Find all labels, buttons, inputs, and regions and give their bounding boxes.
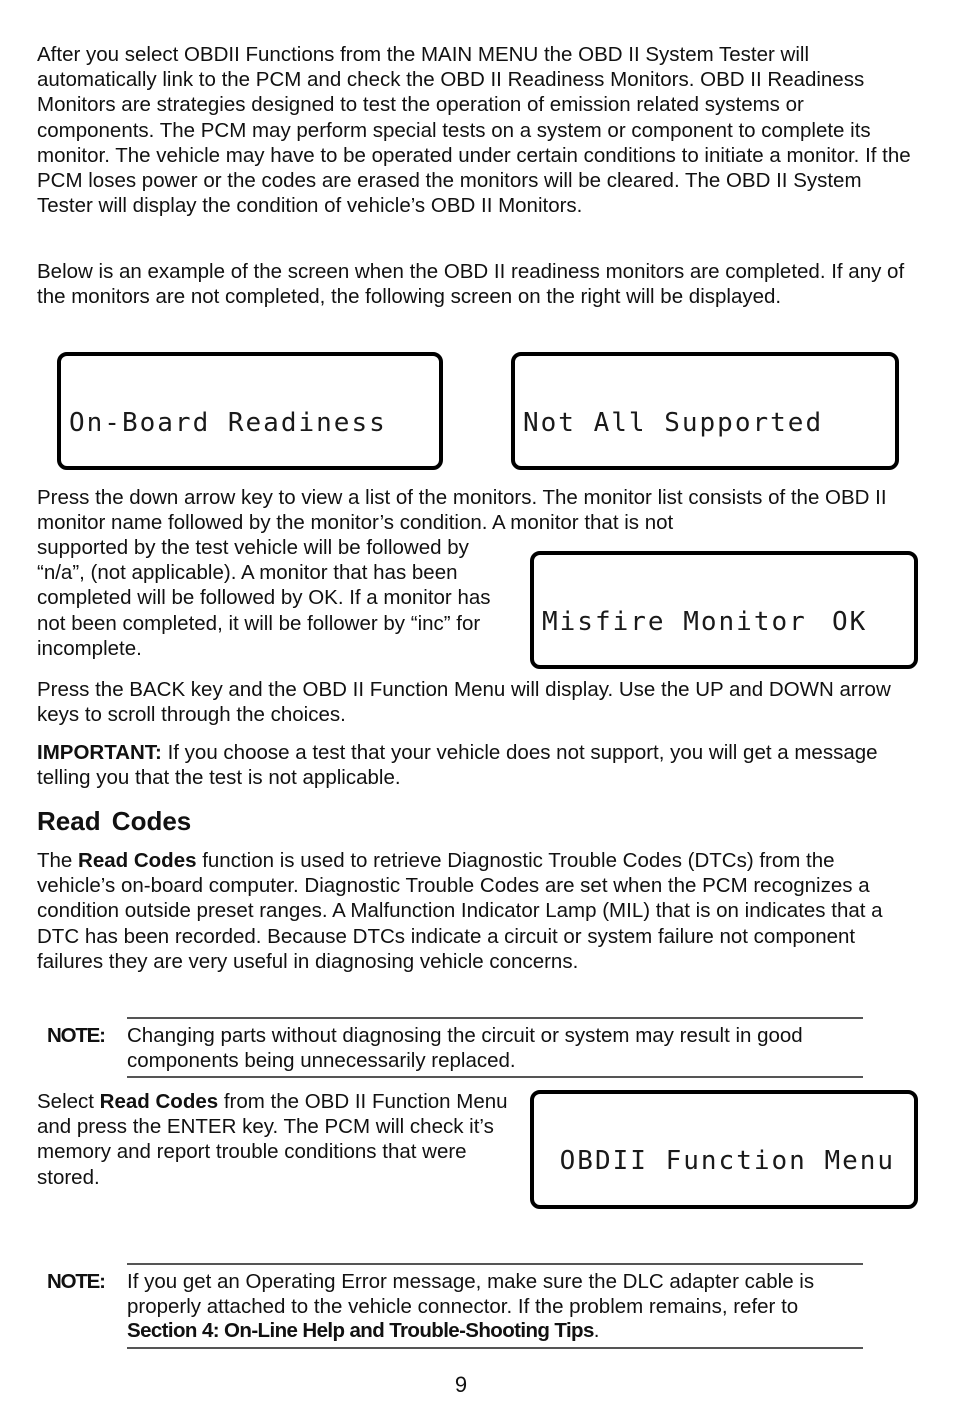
lcd-line: Not All Supported	[523, 408, 824, 438]
page-number: 9	[454, 1372, 468, 1397]
important-label: IMPORTANT:	[37, 741, 162, 764]
text-run-bold: Read Codes	[99, 1090, 219, 1113]
section-heading: Read Codes	[37, 806, 192, 836]
text-run: The	[37, 849, 79, 872]
monitor-status: OK	[832, 607, 868, 637]
note-label: NOTE:	[47, 1270, 105, 1293]
back-key-paragraph: Press the BACK key and the OBD II Function Menu will display. Use the UP and DOWN arrow keys to scroll through the choices.	[37, 678, 891, 727]
read-codes-paragraph	[37, 848, 917, 974]
monitor-list-paragraph: Press the down arrow key to view a list of the monitors. The monitor list consists of the OBD II monitor name followed by the monitor’s condition. A monitor that is not	[37, 486, 887, 535]
text-run: from the OBD II Function Menu and press the ENTER key. The PCM will check it’s memory and report trouble conditions that were stored.	[37, 1090, 508, 1189]
readiness-incomplete-screen	[511, 352, 899, 470]
menu-title-text: OBDII Function Menu	[559, 1146, 896, 1176]
select-read-codes-paragraph	[37, 1089, 513, 1190]
lcd-line: On-Board Readiness	[69, 408, 387, 438]
note-box	[127, 1017, 863, 1078]
important-paragraph	[37, 740, 917, 790]
note-text: .	[593, 1319, 600, 1342]
note-label: NOTE:	[47, 1024, 105, 1047]
readiness-complete-screen	[57, 352, 443, 470]
text-run-bold: Read Codes	[78, 849, 197, 872]
important-text: If you choose a test that your vehicle does not support, you will get a message telling you that the test is not applicable.	[37, 741, 878, 790]
function-menu-screen	[530, 1090, 918, 1209]
readiness-example-paragraph: Below is an example of the screen when the OBD II readiness monitors are completed. If any of the monitors are not completed, the following screen on the right will be displayed.	[37, 260, 905, 309]
menu-title	[542, 1146, 906, 1176]
monitor-status-paragraph: supported by the test vehicle will be followed by “n/a”, (not applicable). A monitor that has been completed will be followed by OK. If a monitor has not been completed, it will be follower by “inc” for incomplete.	[37, 536, 491, 660]
note-text: Changing parts without diagnosing the circuit or system may result in good components being unnecessarily replaced.	[127, 1024, 803, 1072]
text-run: Select	[37, 1090, 100, 1113]
note-box	[127, 1263, 863, 1349]
text-run: function is used to retrieve Diagnostic Trouble Codes (DTCs) from the vehicle’s on-board computer. Diagnostic Trouble Codes are set when the PCM recognizes a condition outside preset ranges. A Malfunction Indicator Lamp (MIL) that is on indicates that a DTC has been recorded. Because DTCs indicate a circuit or system failure not component failures they are very useful in diagnosing vehicle concerns.	[37, 849, 883, 973]
monitor-name: Misfire Monitor	[542, 607, 807, 637]
monitor-list-screen	[530, 551, 918, 669]
monitor-row	[542, 607, 906, 637]
note-text: If you get an Operating Error message, make sure the DLC adapter cable is properly attached to the vehicle connector. If the problem remains, refer to	[127, 1270, 815, 1318]
note-reference: Section 4: On-Line Help and Trouble-Shooting Tips	[127, 1319, 594, 1342]
intro-paragraph: After you select OBDII Functions from the MAIN MENU the OBD II System Tester will automatically link to the PCM and check the OBD II Readiness Monitors. OBD II Readiness Monitors are strategies designed to test the operation of emission related systems or components. The PCM may perform special tests on a system or component to complete its monitor. The vehicle may have to be operated under certain conditions to initiate a monitor. If the PCM loses power or the codes are erased the monitors will be cleared. The OBD II System Tester will display the condition of vehicle’s OBD II Monitors.	[37, 43, 911, 218]
